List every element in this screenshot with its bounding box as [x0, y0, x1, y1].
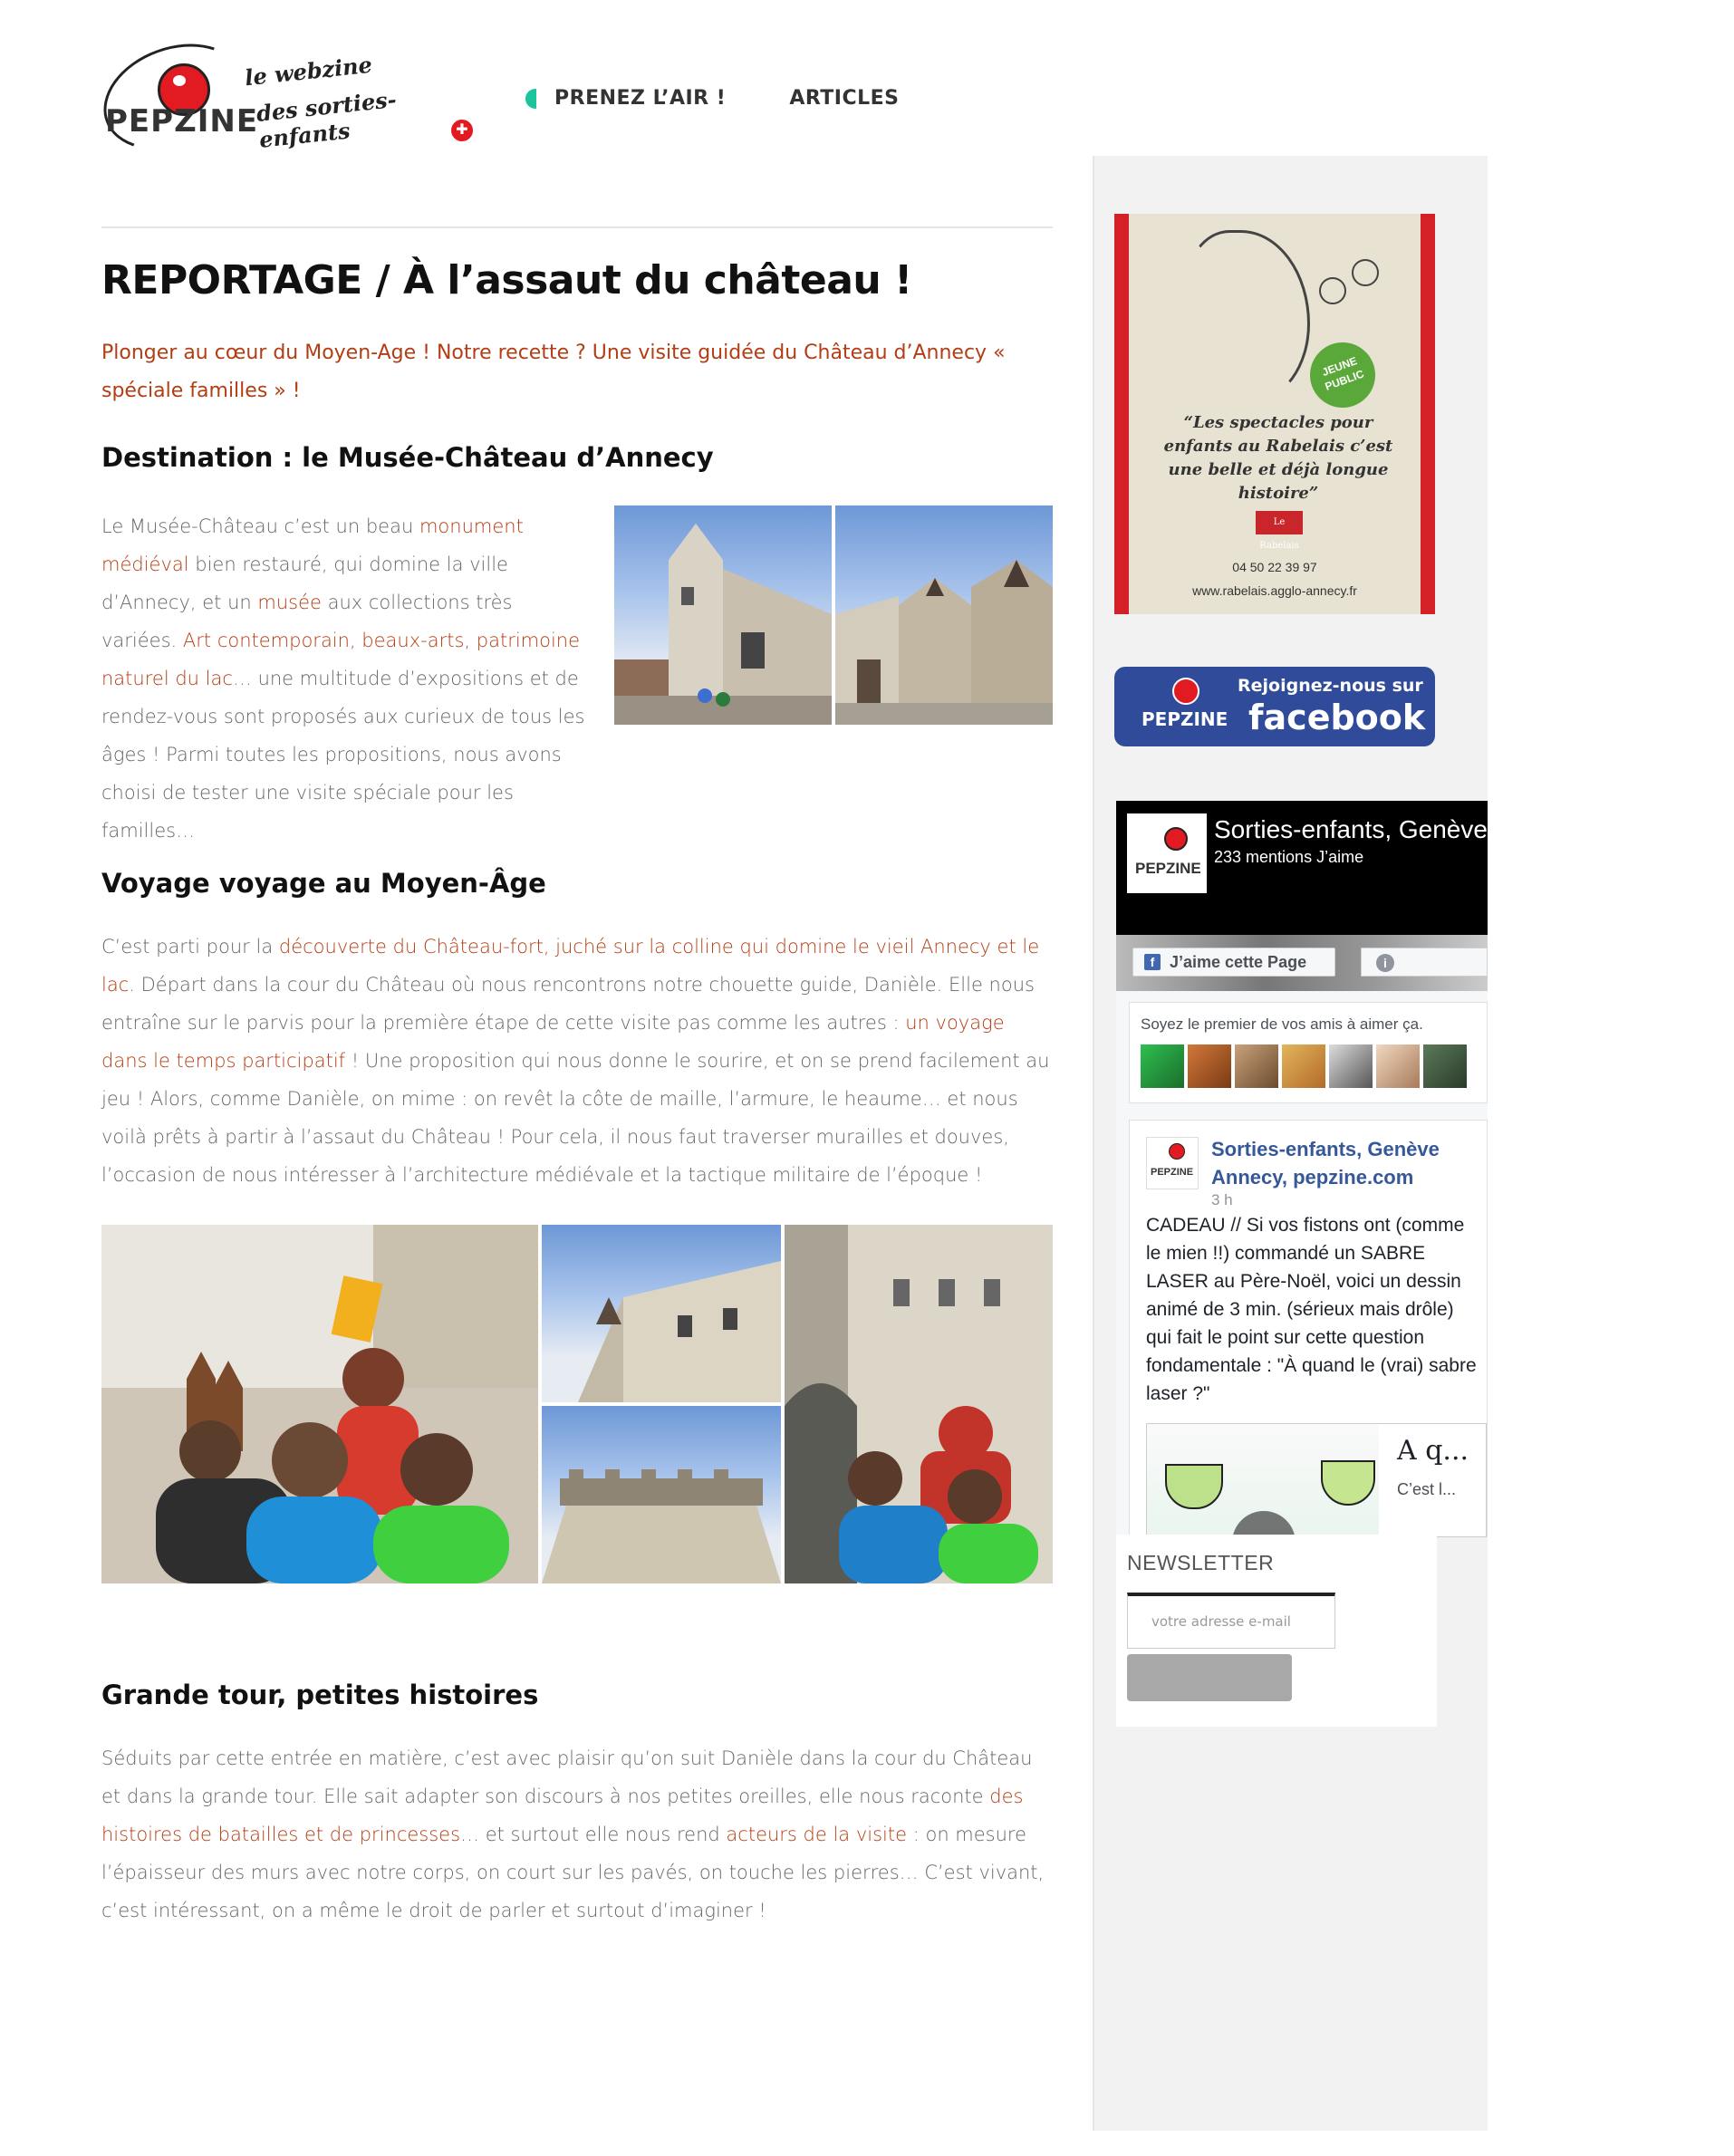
text: . Départ dans la cour du Château où nous rencontrons notre chouette guide, Danièle. Elle nous entraîne sur le parvis pour la première étape de cette visite pas comme les autres : — [101, 974, 1035, 1034]
section-heading-grande-tour: Grande tour, petites histoires — [101, 1680, 539, 1710]
newsletter-label: NEWSLETTER — [1127, 1551, 1275, 1574]
logo-ball-icon — [1172, 678, 1199, 705]
ad-url: www.rabelais.agglo-annecy.fr — [1192, 583, 1357, 598]
fb-post-author[interactable]: Sorties-enfants, Genève Annecy, pepzine.com — [1211, 1138, 1440, 1189]
avatar[interactable] — [1235, 1044, 1278, 1088]
logo-wordmark: PEPZINE — [105, 103, 259, 140]
avatar[interactable] — [1188, 1044, 1231, 1088]
avatar[interactable] — [1141, 1044, 1184, 1088]
rabelais-logo: Le Rabelais — [1256, 511, 1303, 534]
fb-page-avatar[interactable] — [1127, 813, 1207, 893]
article — [101, 226, 1053, 1921]
text: ! Une proposition qui nous donne le sourire, et on se prend facilement au jeu ! Alors, comme Danièle, on mime : on revêt la côte de maille, l’armure, le heaume… et nous voilà prêts à partir à l’assaut du Château ! Pour cela, il nous faut traverser murailles et douves, l’occasion de nous intéresser à l’architecture médiévale et la tactique militaire de l’époque ! — [101, 1050, 1050, 1186]
link-art-contemporain[interactable]: Art contemporain, beaux-arts, patrimoine naturel du lac — [101, 630, 581, 689]
text: … une multitude d’expositions et de rendez-vous sont proposés aux curieux de tous les âges ! Parmi toutes les propositions, nous avons choisi de tester une visite spéciale pour les familles… — [101, 668, 585, 842]
text: C’est parti pour la — [101, 936, 279, 958]
gallery-photo-kids[interactable] — [101, 1225, 538, 1583]
facebook-page-widget — [1116, 801, 1734, 1535]
flower-icon — [1352, 259, 1379, 286]
site-logo[interactable] — [101, 47, 482, 156]
fb-friend-avatars — [1141, 1044, 1467, 1088]
ad-phone: 04 50 22 39 97 — [1232, 560, 1317, 574]
nav-item-articles[interactable]: ARTICLES — [789, 87, 900, 110]
facebook-icon: f — [1144, 954, 1161, 970]
castle-photo-pair[interactable] — [614, 505, 1053, 725]
jeune-public-badge: JEUNE PUBLIC — [1301, 333, 1384, 417]
media-title: A q... — [1397, 1435, 1469, 1467]
fb-post-message: CADEAU // Si vos fistons ont (comme le mien !!) commandé un SABRE LASER au Père-Noël, voici un dessin animé de 3 min. (sérieux mais drôle) qui fait le point sur cette question fondamentale : "À quand le (vrai) sabre laser ?" — [1146, 1215, 1477, 1404]
photo-gallery[interactable] — [101, 1225, 1053, 1583]
fb-post — [1129, 1120, 1488, 1536]
divider — [101, 226, 1053, 228]
nav-item-prenez-lair[interactable]: PRENEZ L’AIR ! — [554, 87, 727, 110]
link-acteurs-visite[interactable]: acteurs de la visite — [726, 1824, 908, 1845]
info-icon: i — [1376, 954, 1394, 972]
main-nav — [525, 87, 963, 110]
fb-friends-box — [1129, 1002, 1488, 1103]
newsletter-submit-button[interactable] — [1127, 1654, 1292, 1701]
link-musee[interactable]: musée — [257, 592, 322, 613]
fb-like-label: J’aime cette Page — [1170, 953, 1307, 971]
section-heading-destination: Destination : le Musée-Château d’Annecy — [101, 442, 714, 473]
logo-tagline-2: des sorties-enfants — [255, 85, 398, 153]
link-voyage-temps[interactable]: un voyage dans le temps participatif — [101, 1012, 1005, 1072]
section-text-grande-tour — [101, 1739, 1053, 1930]
fb-info-button[interactable] — [1361, 948, 1488, 977]
link-decouverte-chateau[interactable]: découverte du Château-fort, juché sur la colline qui domine le vieil Annecy et le lac — [101, 936, 1040, 996]
text: : on mesure l’épaisseur des murs avec notre corps, on court sur les pavés, on touche les pierres… C’est vivant, c’est intéressant, on a même le droit de parler et surtout d’imaginer ! — [101, 1824, 1045, 1921]
fb-post-media[interactable] — [1146, 1423, 1487, 1537]
avatar-logo: PEPZINE — [1135, 860, 1201, 877]
gallery-photo-ramparts[interactable] — [542, 1406, 781, 1583]
avatar[interactable] — [1423, 1044, 1467, 1088]
fb-post-avatar[interactable] — [1146, 1137, 1199, 1189]
avatar[interactable] — [1329, 1044, 1373, 1088]
section-text-destination — [101, 507, 591, 850]
banner-line-2: facebook — [1248, 698, 1426, 737]
logo-tagline-1: le webzine — [243, 51, 374, 91]
gallery-photo-courtyard[interactable] — [785, 1225, 1053, 1583]
fb-likes-count: 233 mentions J’aime — [1214, 848, 1364, 866]
newsletter-widget — [1116, 1535, 1437, 1727]
text: Séduits par cette entrée en matière, c’est avec plaisir qu’on suit Danièle dans la cour du Château et dans la grande tour. Elle sait adapter son discours à nos petites oreilles, elle nous raconte — [101, 1747, 1033, 1807]
avatar[interactable] — [1376, 1044, 1420, 1088]
fb-like-page-button[interactable] — [1132, 948, 1335, 977]
text: bien restauré, qui domine la ville d’Annecy, et un — [101, 553, 508, 613]
article-intro: Plonger au cœur du Moyen-Age ! Notre recette ? Une visite guidée du Château d’Annecy « spéciale familles » ! — [101, 342, 1006, 402]
rabelais-ad-banner[interactable] — [1114, 214, 1435, 614]
cup-illustration — [1321, 1460, 1375, 1506]
link-monument-medieval[interactable]: monument médiéval — [101, 515, 524, 575]
nav-active-marker — [525, 89, 536, 109]
facebook-join-banner[interactable] — [1114, 667, 1435, 746]
link-histoires-batailles[interactable]: des histoires de batailles et de princesses — [101, 1785, 1024, 1845]
cup-illustration — [1165, 1464, 1223, 1509]
ad-quote: “Les spectacles pour enfants au Rabelais c’est une belle et déjà longue histoire” — [1163, 413, 1393, 503]
gallery-photo-tower[interactable] — [542, 1225, 781, 1402]
logo-ball-icon — [1169, 1143, 1185, 1160]
video-thumbnail[interactable] — [1147, 1424, 1379, 1538]
text: Le Musée-Château c’est un beau — [101, 515, 419, 537]
article-title: REPORTAGE / À l’assaut du château ! — [101, 257, 912, 303]
section-heading-voyage: Voyage voyage au Moyen-Âge — [101, 868, 546, 899]
newsletter-email-input[interactable]: votre adresse e-mail — [1127, 1593, 1335, 1649]
castle-photo-1[interactable] — [614, 505, 832, 725]
fb-friends-text: Soyez le premier de vos amis à aimer ça. — [1141, 1015, 1423, 1033]
flower-icon — [1319, 277, 1346, 304]
heart-icon: ✚ — [451, 120, 473, 141]
text: aux collections très variées. — [101, 592, 513, 651]
ad-drawing — [1183, 230, 1310, 402]
avatar-logo: PEPZINE — [1151, 1167, 1194, 1178]
fb-post-time[interactable]: 3 h — [1211, 1191, 1233, 1208]
logo-ball-icon — [1164, 827, 1188, 851]
fb-page-name[interactable]: Sorties-enfants, Genève Annecy, pepzine.com — [1214, 815, 1734, 843]
avatar[interactable] — [1282, 1044, 1325, 1088]
text: … et surtout elle nous rend — [460, 1824, 727, 1845]
castle-photo-2[interactable] — [835, 505, 1053, 725]
banner-line-1: Rejoignez-nous sur — [1238, 676, 1423, 696]
banner-logo: PEPZINE — [1142, 708, 1228, 730]
media-subtitle: C’est l... — [1397, 1480, 1457, 1498]
section-text-voyage — [101, 928, 1053, 1194]
